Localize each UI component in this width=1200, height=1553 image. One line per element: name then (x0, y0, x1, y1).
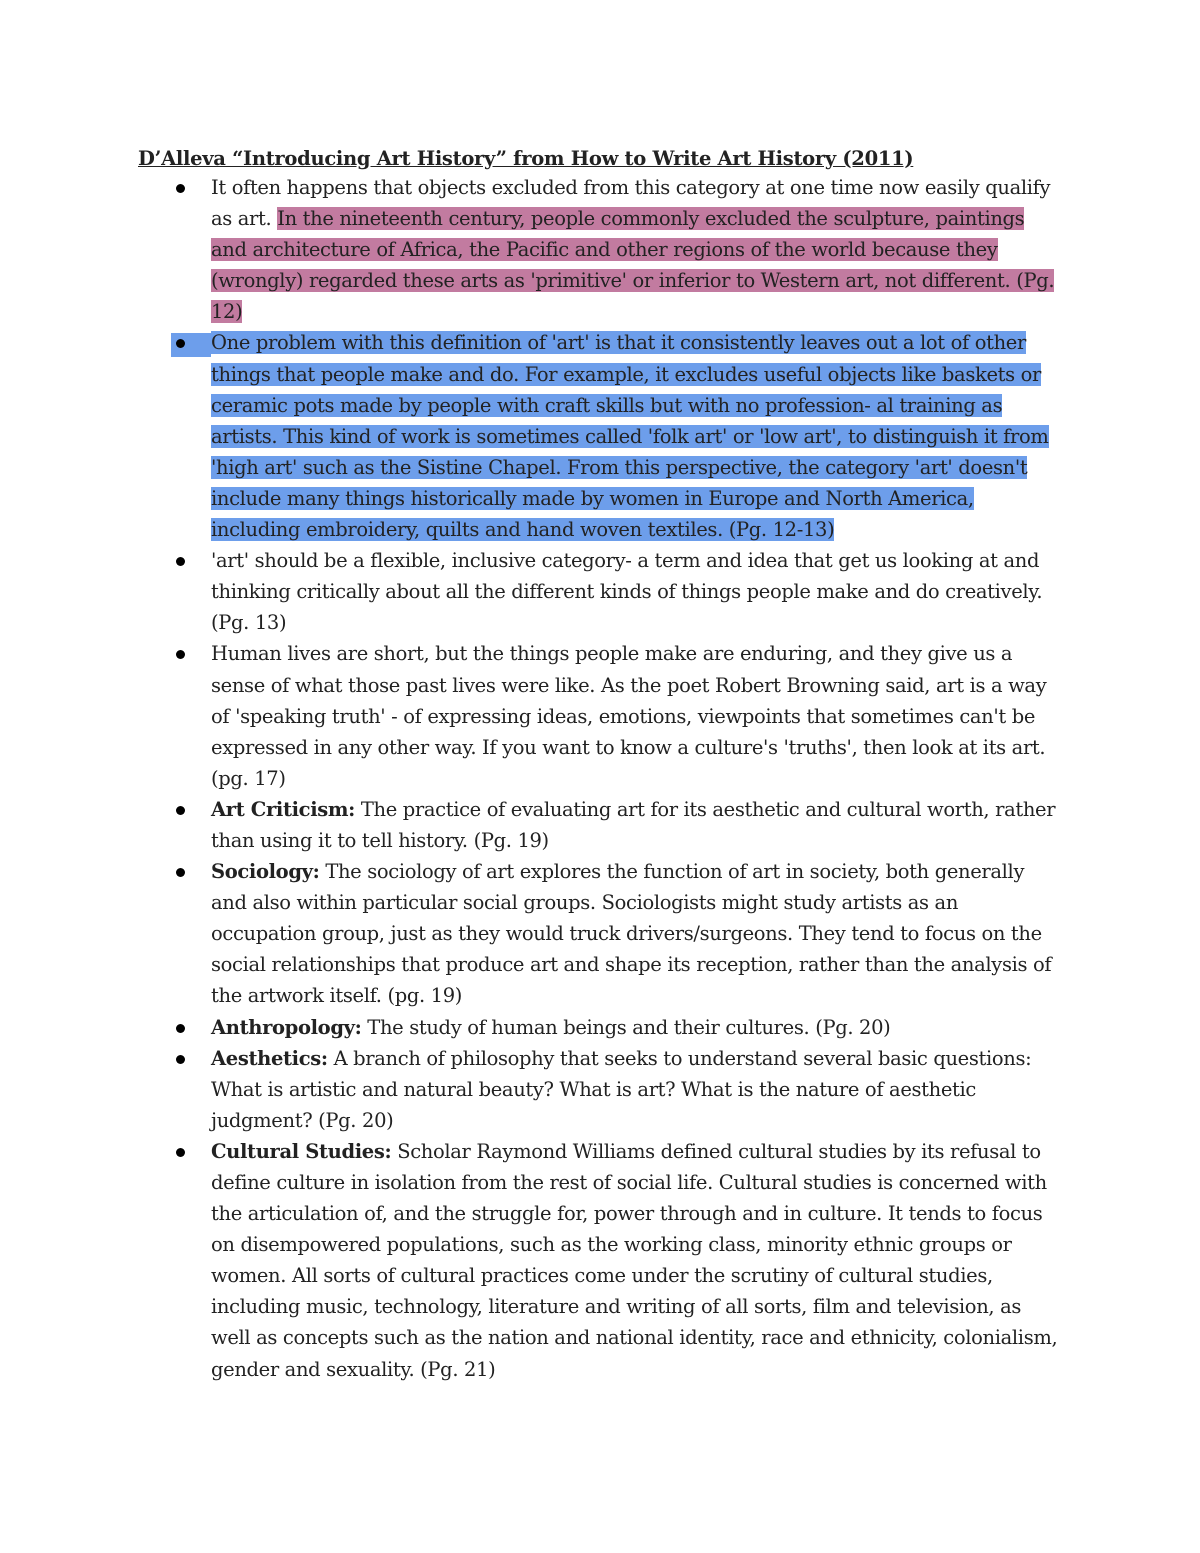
term-label: Anthropology: (211, 1015, 362, 1039)
list-item (138, 794, 1058, 856)
list-item (138, 1012, 1058, 1043)
bullet-icon (176, 806, 185, 815)
term-label: Sociology: (211, 860, 320, 884)
notes-list (138, 172, 1058, 1385)
term-definition: A branch of philosophy that seeks to understand several basic questions: What is artistic and natural beauty? What is art? What is the nature of aesthetic judgment? (Pg. 20) (211, 1046, 1032, 1132)
bullet-icon (176, 650, 185, 659)
term-definition: The sociology of art explores the function of art in society, both generally and also within particular social groups. Sociologists might study artists as an occupation group, just as they would truck drivers/surgeons. They tend to focus on the social relationships that produce art and shape its reception, rather than the analysis of the artwork itself. (pg. 19) (211, 860, 1052, 1008)
bullet-icon (176, 1148, 185, 1157)
item-text: 'art' should be a flexible, inclusive category- a term and idea that get us looking at and thinking critically about all the different kinds of things people make and do creatively. (Pg. 13) (211, 549, 1043, 635)
bullet-icon (176, 557, 185, 566)
bullet-icon (176, 184, 185, 193)
term-label: Cultural Studies: (211, 1139, 392, 1163)
list-item (138, 545, 1058, 638)
list-item (138, 856, 1058, 1011)
list-item (138, 327, 1058, 545)
term-definition: The study of human beings and their cultures. (Pg. 20) (361, 1015, 891, 1039)
document-title: D’Alleva “Introducing Art History” from How to Write Art History (2011) (138, 147, 914, 170)
term-label: Aesthetics: (211, 1046, 328, 1070)
pink-highlighted-text: In the nineteenth century, people commonly excluded the sculpture, paintings and architecture of Africa, the Pacific and other regions of the world because they (wrongly) regarded these arts as 'primitive' or inferior to Western art, not different. (Pg. 12) (211, 207, 1055, 324)
bullet-icon (176, 1055, 185, 1064)
list-item (138, 1136, 1058, 1385)
term-label: Art Criticism: (211, 797, 356, 821)
list-item (138, 1043, 1058, 1136)
bullet-icon (176, 1024, 185, 1033)
term-definition: Scholar Raymond Williams defined cultural studies by its refusal to define culture in isolation from the rest of social life. Cultural studies is concerned with the articulation of, and the struggle for, power through and in culture. It tends to focus on disempowered populations, such as the working class, minority ethnic groups or women. All sorts of cultural practices come under the scrutiny of cultural studies, including music, technology, literature and writing of all sorts, film and television, as well as concepts such as the nation and national identity, race and ethnicity, colonialism, gender and sexuality. (Pg. 21) (211, 1139, 1058, 1381)
item-text: It often happens that objects excluded from this category at one time now easily qualify as art. (211, 176, 1051, 231)
list-item (138, 638, 1058, 793)
bullet-icon (176, 868, 185, 877)
term-definition: The practice of evaluating art for its aesthetic and cultural worth, rather than using it to tell history. (Pg. 19) (211, 797, 1056, 852)
list-item (138, 172, 1058, 327)
blue-highlighted-text: One problem with this definition of 'art' is that it consistently leaves out a lot of other things that people make and do. For example, it excludes useful objects like baskets or ceramic pots made by people with craft skills but with no profession- al training as artists. This kind of work is sometimes called 'folk art' or 'low art', to distinguish it from 'high art' such as the Sistine Chapel. From this perspective, the category 'art' doesn't include many things historically made by women in Europe and North America, including embroidery, quilts and hand woven textiles. (Pg. 12-13) (211, 331, 1049, 542)
item-text: Human lives are short, but the things people make are enduring, and they give us a sense of what those past lives were like. As the poet Robert Browning said, art is a way of 'speaking truth' - of expressing ideas, emotions, viewpoints that sometimes can't be expressed in any other way. If you want to know a culture's 'truths', then look at its art. (pg. 17) (211, 642, 1047, 790)
